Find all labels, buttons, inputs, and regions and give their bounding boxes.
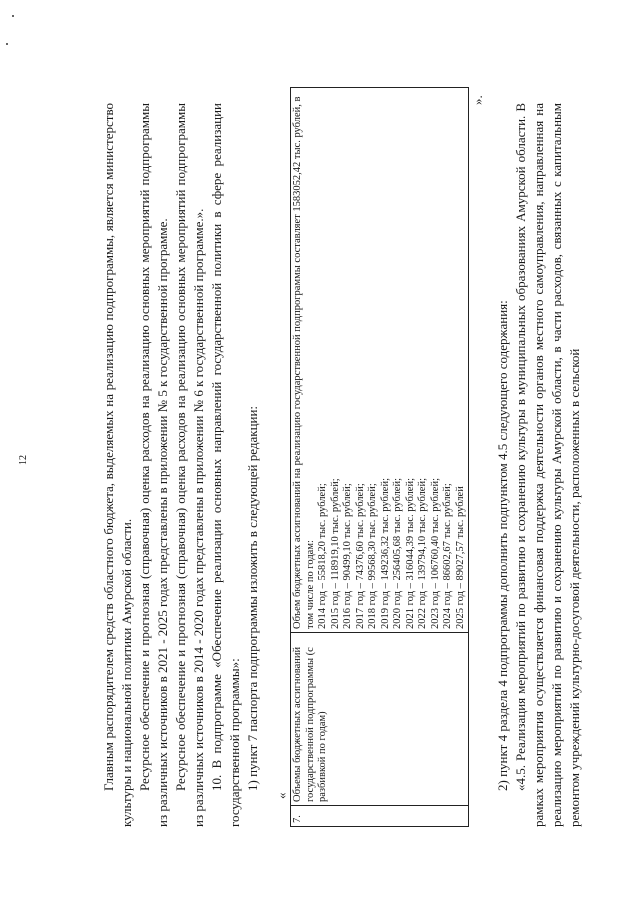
passport-table [290,87,469,827]
close-quote: ». [470,95,485,105]
table-row [291,88,469,827]
scan-speck [12,15,14,17]
year-line: 2016 год – 90499,10 тыс. рублей; [342,483,353,629]
row-label-cell: Объемы бюджетных ассигнований государственной подпрограммы (с разбивкой по годам) [291,633,469,806]
year-line: 2022 год – 139794,10 тыс. рублей; [417,477,428,629]
scan-speck [6,43,8,45]
paragraph: «4.5. Реализация мероприятий по развитию и сохранению культуры в муниципальных образованиях Амурской области. В рамках мероприятия осуществляется финансовая поддержка деятельности органов местного самоуправления, направленная на реализацию мероприятий по развитию и сохранению культуры Амурской области, в части расходов, связанных с капитальным ремонтом учреждений культурно-досуговой деятельности, расположенных в сельской [513,103,582,827]
row-number-cell: 7. [291,806,469,827]
year-line: 2018 год – 99568,30 тыс. рублей; [367,483,378,629]
year-line: 2021 год – 316044,39 тыс. рублей; [404,477,416,629]
paragraph: Главным распорядителем средств областного бюджета, выделяемых на реализацию подпрограммы, является министерство культуры и национальной политики Амурской области. [101,103,134,827]
row-value-cell [291,88,469,633]
year-line: 2024 год – 86602,67 тыс. рублей; [442,483,453,629]
year-line: 2014 год – 55818,20 тыс. рублей; [317,483,328,629]
paragraph: Ресурсное обеспечение и прогнозная (справочная) оценка расходов на реализацию основных мероприятий подпрограммы из различных источников в 2014 - 2020 годах представлены в приложении № 6 к государственной программе.». [173,103,206,827]
paragraph: Ресурсное обеспечение и прогнозная (справочная) оценка расходов на реализацию основных мероприятий подпрограммы из различных источников в 2021 - 2025 годах представлены в приложении № 5 к государственной программе. [137,103,170,827]
open-quote: « [274,792,289,799]
paragraph: 10. В подпрограмме «Обеспечение реализации основных направлений государственной политики в сфере реализации государственной программы»: [209,103,242,827]
bottom-text-block [494,103,584,827]
paragraph: 1) пункт 7 паспорта подпрограммы изложить в следующей редакции: [245,405,260,791]
year-line: 2023 год – 106760,40 тыс. рублей; [429,477,441,629]
top-text-block [100,103,262,827]
year-line: 2017 год – 74376,60 тыс. рублей; [354,483,366,629]
year-line: 2015 год – 118919,10 тыс. рублей; [329,478,341,629]
year-line: 2025 год – 89027,57 тыс. рублей [454,486,466,629]
year-line: 2019 год – 149236,32 тыс. рублей; [379,477,391,629]
total-text: Объем бюджетных ассигнований на реализацию государственной подпрограммы составляет 1583052,42 тыс. рублей, в том числе по годам: [292,96,316,629]
page-number: 12 [18,455,29,465]
paragraph: 2) пункт 4 раздела 4 подпрограммы дополнить подпунктом 4.5 следующего содержания: [495,300,510,791]
year-line: 2020 год – 256405,68 тыс. рублей; [392,477,403,629]
